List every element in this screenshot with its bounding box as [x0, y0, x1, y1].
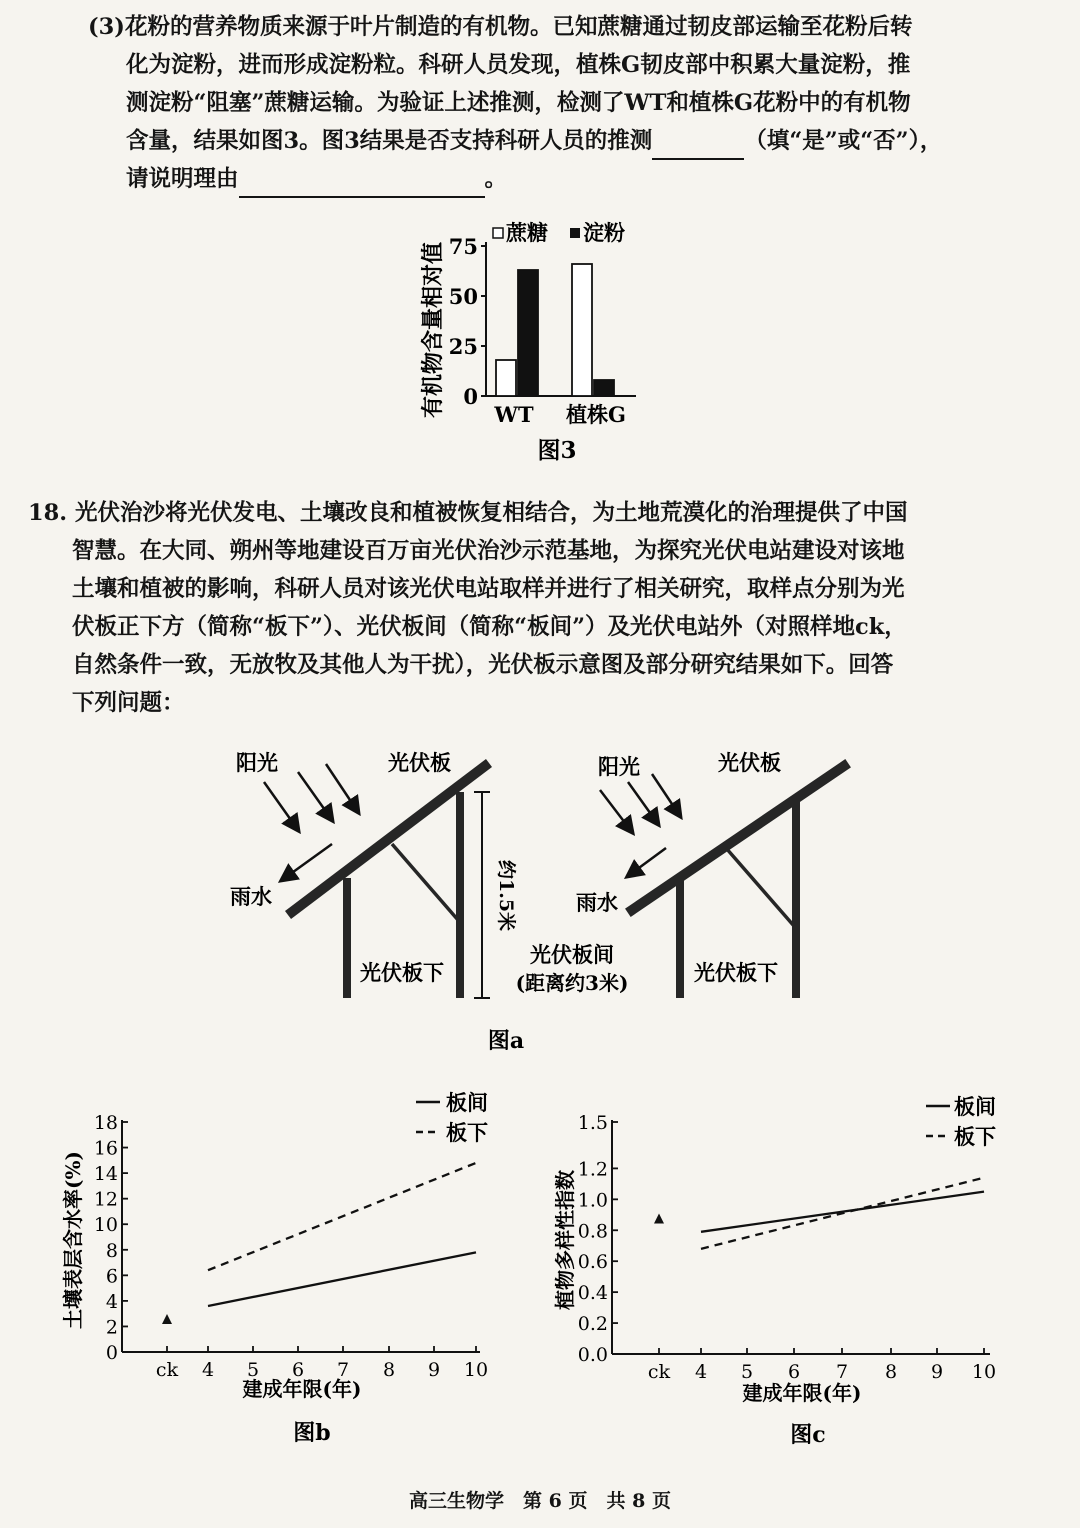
- text-line: 测淀粉“阻塞”蔗糖运输。为验证上述推测，检测了WT和植株G花粉中的有机物: [126, 90, 911, 116]
- figb-series-under: [208, 1163, 476, 1270]
- figc-ytick-label: 0.6: [577, 1251, 608, 1274]
- figb-plot-area: [94, 1112, 488, 1381]
- under-label: 光伏板下: [694, 960, 778, 985]
- legend-label-under: 板下: [954, 1124, 996, 1149]
- fig3-bar-starch-1: [594, 380, 614, 396]
- sunlight-label: 阳光: [598, 754, 640, 779]
- sunlight-label: 阳光: [236, 750, 278, 775]
- figb-ylabel: 土壤表层含水率(%): [61, 1151, 85, 1329]
- rain-label: 雨水: [230, 884, 272, 909]
- legend-swatch-sucrose: [493, 228, 503, 238]
- rain-arrow: [628, 848, 666, 876]
- brace: [726, 848, 794, 926]
- fig3-ytick-label: 75: [448, 234, 478, 259]
- figb-legend: [416, 1090, 488, 1145]
- sun-ray: [628, 782, 658, 824]
- brace: [392, 844, 458, 920]
- fig3-ytick-label: 50: [448, 284, 478, 309]
- figc-xtick-label: 7: [835, 1361, 849, 1383]
- figc-xtick-label: 9: [930, 1361, 944, 1383]
- legend-label-under: 板下: [446, 1120, 488, 1145]
- figc-legend: [926, 1094, 996, 1149]
- right-panel-assembly: [576, 750, 844, 998]
- text-line: （填“是”或“否”），: [744, 128, 943, 154]
- figb-ytick-label: 16: [93, 1137, 118, 1160]
- fig3-bar-starch-0: [518, 270, 538, 396]
- figb-ytick-label: 10: [93, 1214, 118, 1237]
- figc-series-between: [701, 1192, 984, 1232]
- text-line: 土壤和植被的影响，科研人员对该光伏电站取样并进行了相关研究，取样点分别为光: [72, 576, 905, 602]
- figc-ytick-label: 1.2: [577, 1158, 608, 1181]
- legend-label-between: 板间: [954, 1094, 996, 1119]
- fig3-plot-area: [449, 234, 636, 409]
- question-17-part-3: [88, 8, 1040, 198]
- figc-xtick-label: ck: [647, 1361, 671, 1383]
- legend-swatch-starch: [570, 228, 580, 238]
- figc-plot-area: [578, 1112, 996, 1383]
- under-label: 光伏板下: [360, 960, 444, 985]
- figc-ck-point: [654, 1213, 664, 1223]
- solar-panel: [632, 766, 844, 910]
- text-line: 请说明理由: [126, 166, 239, 192]
- part-number: (3): [88, 14, 125, 40]
- figb-ytick-label: 12: [93, 1188, 118, 1211]
- page-footer: 高三生物学 第 6 页 共 8 页: [409, 1490, 671, 1512]
- figa-solar-panel-diagram: [200, 740, 880, 1060]
- answer-blank-yes-no[interactable]: [652, 132, 744, 160]
- fig3-ytick-label: 0: [463, 384, 478, 409]
- fig3-caption: 图3: [537, 437, 577, 464]
- fig3-bar-sucrose-0: [496, 360, 516, 396]
- figb-ytick-label: 0: [105, 1342, 118, 1364]
- text-line: 化为淀粉，进而形成淀粉粒。科研人员发现，植株G韧皮部中积累大量淀粉，推: [126, 52, 911, 78]
- text-line: 。: [484, 166, 508, 192]
- question-number: 18.: [28, 500, 68, 526]
- figb-ytick-label: 8: [105, 1239, 118, 1262]
- text-line: 含量，结果如图3。图3结果是否支持科研人员的推测: [126, 128, 653, 154]
- figb-xtick-label: 4: [201, 1359, 215, 1381]
- figb-xlabel: 建成年限(年): [242, 1377, 362, 1401]
- distance-label: (距离约3米): [515, 971, 629, 995]
- figa-caption: 图a: [487, 1028, 525, 1054]
- figb-xtick-label: 8: [382, 1359, 396, 1381]
- sun-ray: [326, 764, 358, 812]
- figc-ytick-label: 0.0: [577, 1344, 608, 1366]
- figb-ytick-label: 14: [93, 1163, 118, 1186]
- figc-xtick-label: 5: [740, 1361, 754, 1383]
- question-18: [28, 494, 1038, 722]
- figc-xtick-label: 10: [971, 1361, 997, 1383]
- figb-caption: 图b: [293, 1420, 331, 1446]
- left-panel-assembly: [230, 750, 518, 998]
- rain-arrow: [282, 844, 332, 880]
- figc-ytick-label: 1.0: [577, 1189, 608, 1212]
- fig3-xtick-plant-g: 植株G: [566, 402, 626, 427]
- text-line: 伏板正下方（简称“板下”）、光伏板间（简称“板间”）及光伏电站外（对照样地ck，: [72, 614, 907, 640]
- fig3-bar-sucrose-1: [572, 264, 592, 396]
- text-line: 花粉的营养物质来源于叶片制造的有机物。已知蔗糖通过韧皮部运输至花粉后转: [124, 14, 913, 40]
- figb-xtick-label: 7: [336, 1359, 350, 1381]
- between-label: 光伏板间: [530, 942, 614, 967]
- legend-label-between: 板间: [446, 1090, 488, 1115]
- figb-xtick-label: 10: [463, 1359, 489, 1381]
- text-line: 自然条件一致，无放牧及其他人为干扰），光伏板示意图及部分研究结果如下。回答: [72, 652, 894, 678]
- figc-xlabel: 建成年限(年): [742, 1381, 862, 1405]
- figc-xtick-label: 4: [694, 1361, 708, 1383]
- figc-ytick-label: 0.4: [577, 1282, 608, 1305]
- height-label: 约1.5米: [495, 860, 517, 932]
- figb-line-chart: [40, 1080, 510, 1460]
- figc-ylabel: 植物多样性指数: [553, 1170, 577, 1310]
- fig3-legend: [493, 220, 625, 245]
- legend-label-sucrose: 蔗糖: [506, 220, 548, 245]
- figb-series-between: [208, 1252, 476, 1306]
- panel-label: 光伏板: [388, 750, 451, 775]
- figc-ytick-label: 1.5: [577, 1112, 608, 1134]
- sun-ray: [652, 774, 680, 816]
- fig3-ytick-label: 25: [448, 334, 478, 359]
- figc-series-under: [701, 1178, 984, 1249]
- sun-ray: [264, 782, 298, 830]
- text-line: 下列问题：: [72, 690, 185, 716]
- panel-label: 光伏板: [718, 750, 781, 775]
- figc-xtick-label: 8: [884, 1361, 898, 1383]
- legend-label-starch: 淀粉: [583, 220, 625, 245]
- figb-ytick-label: 6: [105, 1265, 118, 1288]
- fig3-bar-chart: [400, 212, 660, 472]
- figb-ytick-label: 18: [93, 1112, 118, 1134]
- fig3-ylabel: 有机物含量相对值: [420, 241, 446, 419]
- figb-xtick-label: ck: [155, 1359, 179, 1381]
- text-line: 光伏治沙将光伏发电、土壤改良和植被恢复相结合，为土地荒漠化的治理提供了中国: [75, 500, 908, 526]
- rain-label: 雨水: [576, 890, 618, 915]
- figb-ck-point: [162, 1314, 172, 1324]
- figb-ytick-label: 2: [105, 1316, 118, 1339]
- sun-ray: [298, 772, 332, 820]
- figb-xtick-label: 9: [427, 1359, 441, 1381]
- figb-xtick-label: 5: [246, 1359, 260, 1381]
- text-line: 智慧。在大同、朔州等地建设百万亩光伏治沙示范基地，为探究光伏电站建设对该地: [72, 538, 905, 564]
- figc-ytick-label: 0.2: [577, 1313, 608, 1336]
- figb-xtick-label: 6: [291, 1359, 305, 1381]
- answer-blank-reason[interactable]: [239, 170, 485, 198]
- fig3-xtick-wt: WT: [494, 402, 534, 427]
- figc-ytick-label: 0.8: [577, 1220, 608, 1243]
- figc-caption: 图c: [790, 1422, 826, 1448]
- figc-line-chart: [540, 1080, 1040, 1460]
- figb-ytick-label: 4: [105, 1290, 118, 1313]
- figc-xtick-label: 6: [787, 1361, 801, 1383]
- sun-ray: [600, 790, 632, 832]
